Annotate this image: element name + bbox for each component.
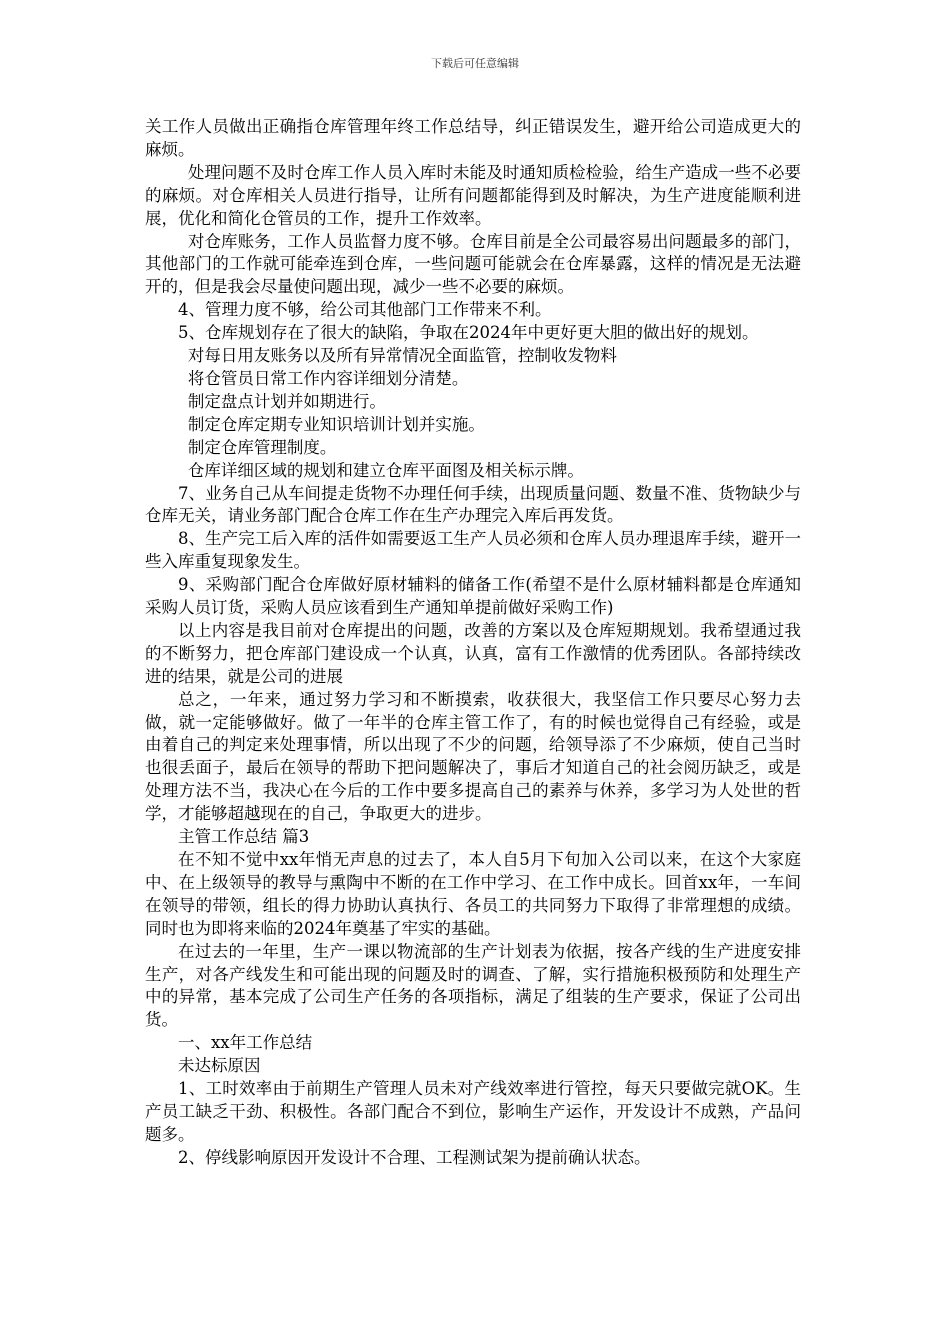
list-item: 制定仓库定期专业知识培训计划并实施。 bbox=[187, 414, 485, 434]
paragraph: 8、生产完工后入库的活件如需要返工生产人员必须和仓库人员办理退库手续，避开一些入库重复现象发生。 bbox=[145, 529, 801, 572]
list-item: 制定盘点计划并如期进行。 bbox=[187, 391, 386, 411]
paragraph: 2、停线影响原因开发设计不合理、工程测试架为提前确认状态。 bbox=[178, 1147, 651, 1167]
section-heading: 一、xx年工作总结 bbox=[178, 1033, 313, 1053]
paragraph: 9、采购部门配合仓库做好原材辅料的储备工作(希望不是什么原材辅料都是仓库通知采购人员订货，采购人员应该看到生产通知单提前做好采购工作) bbox=[145, 575, 801, 618]
paragraph: 在不知不觉中xx年悄无声息的过去了，本人自5月下旬加入公司以来，在这个大家庭中、在上级领导的教导与熏陶中不断的在工作中学习、在工作中成长。回首xx年，一车间在领导的带领，组长的得力协助认真执行、各员工的共同努力下取得了非常理想的成绩。同时也为即将来临的2024年奠基了牢实的基础。 bbox=[145, 850, 801, 938]
subheading: 未达标原因 bbox=[178, 1056, 261, 1076]
paragraph: 在过去的一年里，生产一课以物流部的生产计划表为依据，按各产线的生产进度安排生产，对各产线发生和可能出现的问题及时的调查、了解，实行措施积极预防和处理生产中的异常，基本完成了公司生产任务的各项指标，满足了组装的生产要求，保证了公司出货。 bbox=[145, 941, 801, 1030]
paragraph: 1、工时效率由于前期生产管理人员未对产线效率进行管控，每天只要做完就OK。生产员工缺乏干劲、积极性。各部门配合不到位，影响生产运作，开发设计不成熟，产品问题多。 bbox=[145, 1079, 801, 1144]
paragraph: 5、仓库规划存在了很大的缺陷，争取在2024年中更好更大胆的做出好的规划。 bbox=[178, 323, 759, 343]
list-item: 制定仓库管理制度。 bbox=[187, 437, 337, 457]
list-item: 将仓管员日常工作内容详细划分清楚。 bbox=[187, 368, 469, 388]
list-item: 仓库详细区域的规划和建立仓库平面图及相关标示牌。 bbox=[187, 460, 584, 480]
list-item: 对每日用友账务以及所有异常情况全面监管，控制收发物料 bbox=[187, 346, 617, 366]
paragraph: 7、业务自己从车间提走货物不办理任何手续，出现质量问题、数量不准、货物缺少与仓库无关，请业务部门配合仓库工作在生产办理完入库后再发货。 bbox=[145, 483, 801, 526]
paragraph: 总之，一年来，通过努力学习和不断摸索，收获很大，我坚信工作只要尽心努力去做，就一定能够做好。做了一年半的仓库主管工作了，有的时候也觉得自己有经验，或是由着自己的判定来处理事情，所以出现了不少的问题，给领导添了不少麻烦，使自己当时也很丢面子，最后在领导的帮助下把问题解决了，事后才知道自己的社会阅历缺乏，或是处理方法不当，我决心在今后的工作中要多提高自己的素养与休养，多学习为人处世的哲学，才能够超越现在的自己，争取更大的进步。 bbox=[145, 689, 801, 824]
page-header: 下载后可任意编辑 bbox=[431, 57, 519, 70]
document-body bbox=[145, 116, 801, 1170]
section-heading: 主管工作总结 篇3 bbox=[178, 827, 310, 847]
paragraph: 处理问题不及时仓库工作人员入库时未能及时通知质检检验，给生产造成一些不必要的麻烦。对仓库相关人员进行指导，让所有问题都能得到及时解决，为生产进度能顺利进展，优化和简化仓管员的工作，提升工作效率。 bbox=[145, 162, 801, 228]
paragraph: 4、管理力度不够，给公司其他部门工作带来不利。 bbox=[178, 300, 552, 320]
paragraph: 以上内容是我目前对仓库提出的问题，改善的方案以及仓库短期规划。我希望通过我的不断努力，把仓库部门建设成一个认真，认真，富有工作激情的优秀团队。各部持续改进的结果，就是公司的进展 bbox=[145, 620, 801, 686]
paragraph: 对仓库账务，工作人员监督力度不够。仓库目前是全公司最容易出问题最多的部门，其他部门的工作就可能牵连到仓库，一些问题可能就会在仓库暴露，这样的情况是无法避开的，但是我会尽量使问题出现，减少一些不必要的麻烦。 bbox=[145, 231, 801, 297]
paragraph: 关工作人员做出正确指仓库管理年终工作总结导，纠正错误发生，避开给公司造成更大的麻烦。 bbox=[145, 117, 801, 159]
